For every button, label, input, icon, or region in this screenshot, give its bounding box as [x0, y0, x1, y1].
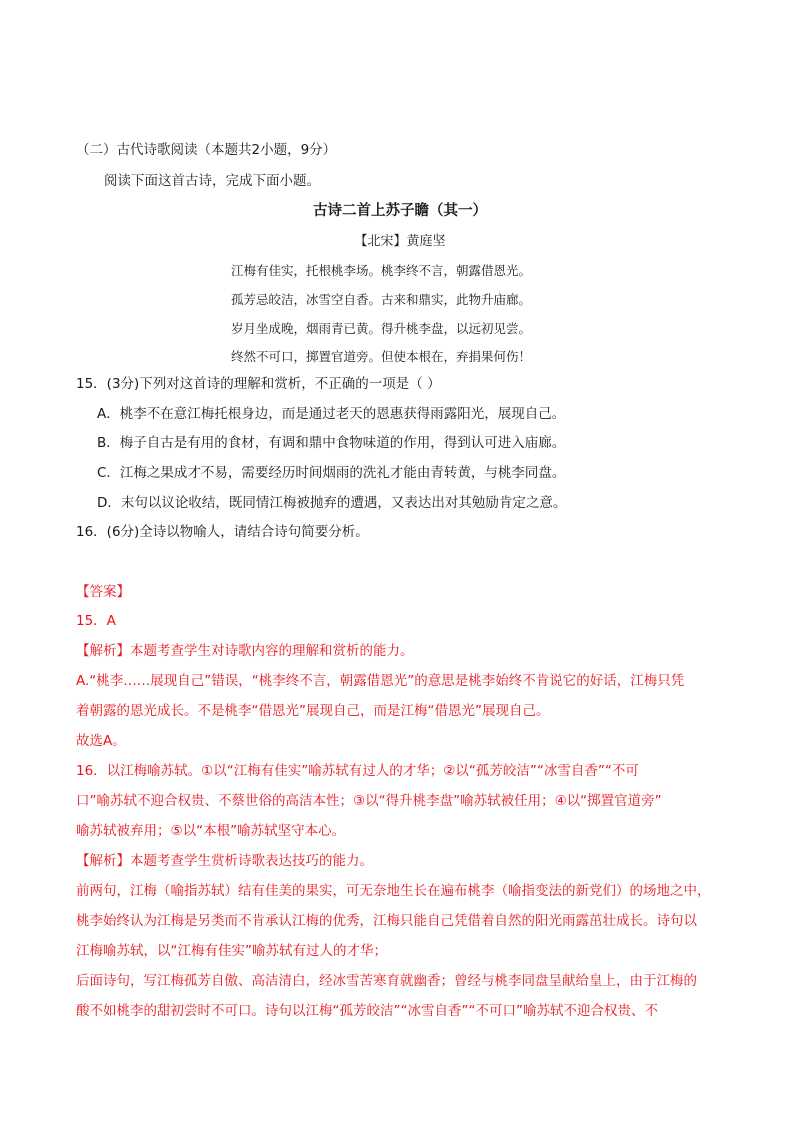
instruction-text: 阅读下面这首古诗，完成下面小题。	[104, 173, 320, 189]
answer-line: 故选A。	[76, 733, 126, 749]
section-heading: （二）古代诗歌阅读（本题共2小题，9分）	[76, 142, 337, 158]
question-15-option-c: C．江梅之果成才不易，需要经历时间烟雨的洗礼才能由青转黄，与桃李同盘。	[97, 465, 566, 481]
poem-line: 终然不可口，掷置官道旁。但使本根在，弃捐果何伤！	[231, 349, 532, 364]
question-15-option-a: A．桃李不在意江梅托根身边，而是通过老天的恩惠获得雨露阳光，展现自己。	[97, 406, 566, 422]
answer-line: 后面诗句，写江梅孤芳自傲、高洁清白，经冰雪苦寒育就幽香；曾经与桃李同盘呈献给皇上，由于江梅的	[76, 973, 697, 989]
question-15-stem: 15．(3分)下列对这首诗的理解和赏析，不正确的一项是（ ）	[76, 376, 441, 392]
question-15-option-b: B．梅子自古是有用的食材，有调和鼎中食物味道的作用，得到认可进入庙廊。	[97, 435, 566, 451]
poem-line: 岁月坐成晚，烟雨青已黄。得升桃李盘，以远初见尝。	[231, 321, 532, 336]
poem-author: 【北宋】黄庭坚	[354, 234, 446, 249]
answer-15: 15．A	[76, 613, 116, 629]
answer-line: 江梅喻苏轼，以“江梅有佳实”喻苏轼有过人的才华；	[76, 943, 387, 959]
poem-line: 江梅有佳实，托根桃李场。桃李终不言，朝露借恩光。	[231, 263, 532, 278]
poem-title: 古诗二首上苏子瞻（其一）	[313, 203, 487, 219]
question-16-stem: 16．(6分)全诗以物喻人，请结合诗句简要分析。	[76, 524, 369, 540]
answer-header: 【答案】	[76, 584, 130, 600]
answer-line: 口”喻苏轼不迎合权贵、不蔡世俗的高洁本性；③以“得升桃李盘”喻苏轼被任用；④以“掷置官道旁”	[76, 793, 662, 809]
answer-line: 喻苏轼被弃用；⑤以“本根”喻苏轼坚守本心。	[76, 823, 346, 839]
answer-line: 着朝露的恩光成长。不是桃李“借恩光”展现自己，而是江梅“借恩光”展现自己。	[76, 703, 550, 719]
answer-line: 前两句，江梅（喻指苏轼）结有佳美的果实，可无奈地生长在遍布桃李（喻指变法的新党们）的场地之中，	[76, 883, 711, 899]
answer-line: 桃李始终认为江梅是另类而不肯承认江梅的优秀，江梅只能自己凭借着自然的阳光雨露茁壮成长。诗句以	[76, 913, 697, 929]
answer-line: 16．以江梅喻苏轼。①以“江梅有佳实”喻苏轼有过人的才华；②以“孤芳皎洁”“冰雪自香”“不可	[76, 763, 639, 779]
answer-line: 【解析】本题考查学生对诗歌内容的理解和赏析的能力。	[76, 643, 414, 659]
answer-line: 酸不如桃李的甜初尝时不可口。诗句以江梅“孤芳皎洁”“冰雪自香”“不可口”喻苏轼不迎合权贵、不	[76, 1003, 658, 1019]
poem-line: 孤芳忌皎洁，冰雪空自香。古来和鼎实，此物升庙廊。	[231, 292, 532, 307]
answer-line: A.“桃李……展现自己”错误，“桃李终不言，朝露借恩光”的意思是桃李始终不肯说它的好话，江梅只凭	[76, 673, 685, 689]
question-15-option-d: D．末句以议论收结，既同情江梅被抛弃的遭遇，又表达出对其勉励肯定之意。	[97, 495, 567, 511]
answer-line: 【解析】本题考查学生赏析诗歌表达技巧的能力。	[76, 853, 373, 869]
